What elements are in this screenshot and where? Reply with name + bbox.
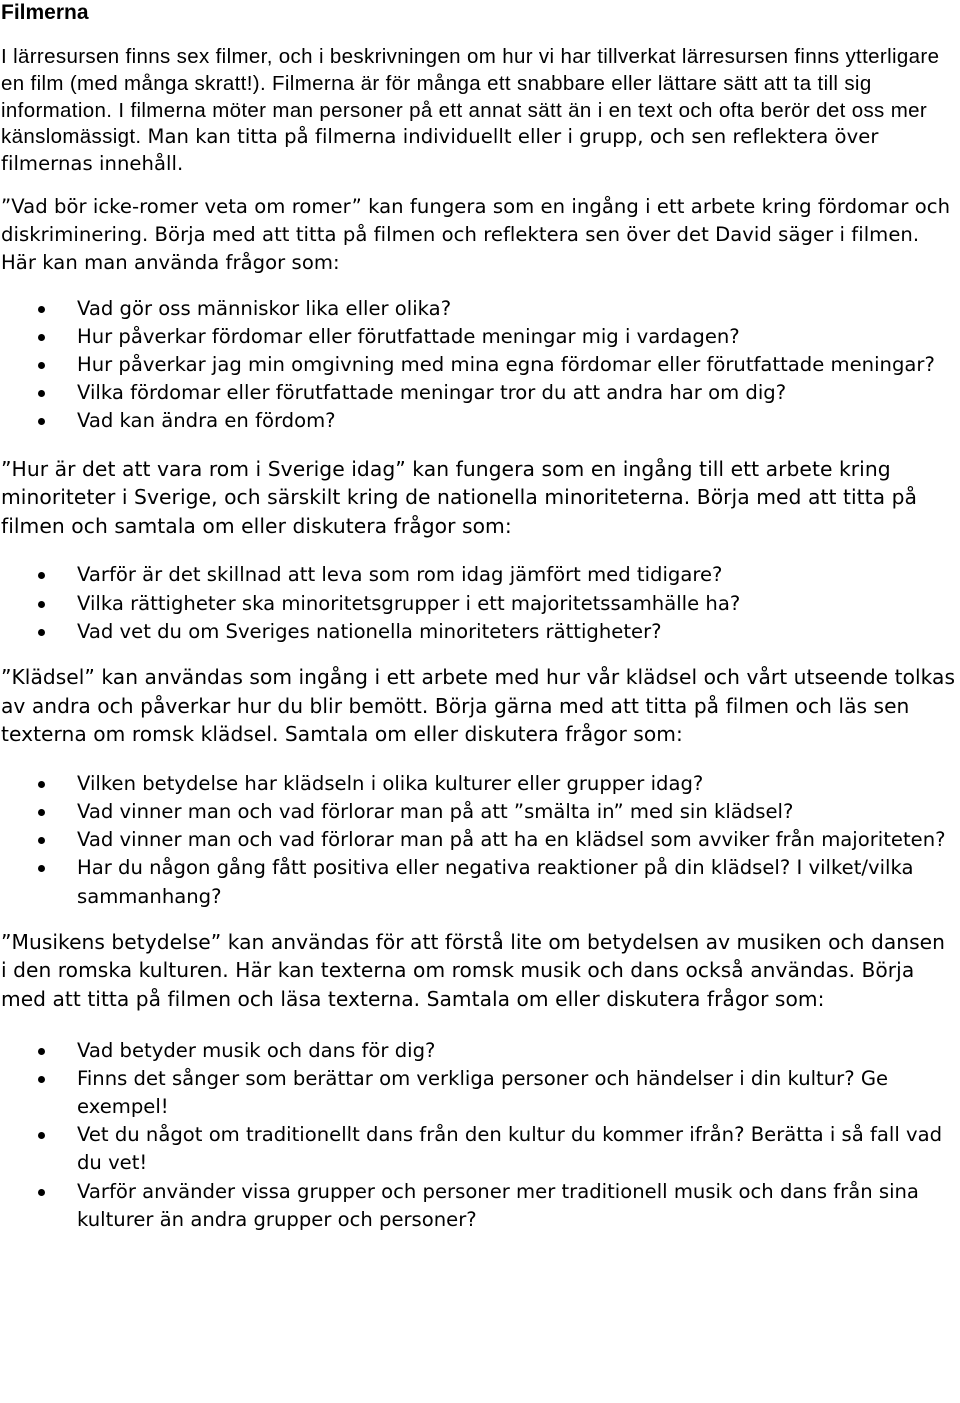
list-item — [1, 1037, 956, 1065]
list-item — [1, 590, 956, 618]
section1-question-list — [1, 295, 956, 436]
list-item-text: Vad betyder musik och dans för dig? — [77, 1038, 436, 1062]
list-item — [1, 323, 956, 351]
list-item-text: Har du någon gång fått positiva eller negativa reaktioner på din klädsel? I vilket/vilka sammanhang? — [77, 856, 914, 908]
list-item — [1, 351, 956, 379]
list-item — [1, 295, 956, 323]
section1-paragraph: ”Vad bör icke-romer veta om romer” kan fungera som en ingång i ett arbete kring fördomar och diskriminering. Börja med att titta på filmen och reflektera sen över det David säger i filmen. Här kan man använda frågor som: — [1, 194, 951, 275]
bullet-icon — [38, 809, 45, 816]
list-item-text: Vad vet du om Sveriges nationella minoriteters rättigheter? — [77, 619, 662, 643]
list-item-text: Varför använder vissa grupper och personer mer traditionell musik och dans från sina kulturer än andra grupper och personer? — [77, 1179, 919, 1231]
bullet-icon — [38, 837, 45, 844]
section4-paragraph: ”Musikens betydelse” kan användas för att förstå lite om betydelsen av musiken och dansen i den romska kulturen. Här kan texterna om romsk musik och dans också användas. Börja med att titta på filmen och läsa texterna. Samtala om eller diskutera frågor som: — [1, 929, 945, 1011]
bullet-icon — [38, 572, 45, 579]
bullet-icon — [38, 781, 45, 788]
bullet-icon — [38, 362, 45, 369]
list-item-text: Vilka fördomar eller förutfattade meningar tror du att andra har om dig? — [77, 381, 787, 405]
list-item-text: Varför är det skillnad att leva som rom idag jämfört med tidigare? — [77, 563, 723, 587]
list-item — [1, 618, 956, 646]
bullet-icon — [38, 390, 45, 397]
list-item — [1, 1121, 956, 1177]
list-item-text: Vilka rättigheter ska minoritetsgrupper i ett majoritetssamhälle ha? — [77, 591, 741, 615]
list-item-text: Hur påverkar jag min omgivning med mina egna fördomar eller förutfattade meningar? — [77, 353, 935, 376]
list-item-text: Vad gör oss människor lika eller olika? — [77, 296, 452, 320]
bullet-icon — [38, 1189, 45, 1196]
list-item-text: Vad vinner man och vad förlorar man på att ha en klädsel som avviker från majoriteten? — [77, 828, 946, 852]
list-item-text: Vad kan ändra en fördom? — [77, 409, 336, 433]
intro-paragraph — [1, 44, 956, 178]
page-title: Filmerna — [1, 1, 89, 24]
list-item — [1, 561, 956, 589]
intro-text-part1: I lärresursen finns sex filmer, och i beskrivningen om hur vi har tillverkat lärresursen finns ytterligare en film (med många skratt!). Filmerna är för många ett snabbare eller lättare sätt att ta till sig information. I filmerna möter man personer på ett annat sätt än i en text och ofta berör det oss mer känslomässigt. — [1, 45, 940, 149]
bullet-icon — [38, 629, 45, 636]
bullet-icon — [38, 334, 45, 341]
section3-paragraph: ”Klädsel” kan användas som ingång i ett arbete med hur vår klädsel och vårt utseende tolkas av andra och påverkar hur du blir bemött. Börja gärna med att titta på filmen och läs sen texterna om romsk klädsel. Samtala om eller diskutera frågor som: — [1, 665, 956, 747]
bullet-icon — [38, 1076, 45, 1083]
intro-text-part2: Man kan titta på filmerna individuellt eller i grupp, och sen reflektera över filmernas innehåll. — [1, 125, 879, 176]
bullet-icon — [38, 418, 45, 425]
list-item — [1, 826, 956, 854]
list-item — [1, 854, 956, 910]
list-item — [1, 407, 956, 435]
section2-question-list — [1, 561, 956, 646]
list-item — [1, 1065, 956, 1121]
list-item-text: Vilken betydelse har klädseln i olika kulturer eller grupper idag? — [77, 771, 704, 795]
list-item — [1, 1178, 956, 1234]
section2-paragraph: ”Hur är det att vara rom i Sverige idag” kan fungera som en ingång till ett arbete kring minoriteter i Sverige, och särskilt kring de nationella minoriteterna. Börja med att titta på filmen och samtala om eller diskutera frågor som: — [1, 456, 918, 538]
list-item — [1, 798, 956, 826]
section3-question-list — [1, 770, 956, 911]
bullet-icon — [38, 601, 45, 608]
list-item-text: Hur påverkar fördomar eller förutfattade meningar mig i vardagen? — [77, 324, 740, 348]
list-item — [1, 770, 956, 798]
section4-question-list — [1, 1037, 956, 1234]
bullet-icon — [38, 1132, 45, 1139]
bullet-icon — [38, 306, 45, 313]
list-item — [1, 379, 956, 407]
list-item-text: Vet du något om traditionellt dans från den kultur du kommer ifrån? Berätta i så fall vad du vet! — [77, 1123, 943, 1175]
list-item-text: Vad vinner man och vad förlorar man på att ”smälta in” med sin klädsel? — [77, 799, 794, 823]
list-item-text: Finns det sånger som berättar om verkliga personer och händelser i din kultur? Ge exempel! — [77, 1066, 889, 1118]
bullet-icon — [38, 1048, 45, 1055]
bullet-icon — [38, 865, 45, 872]
